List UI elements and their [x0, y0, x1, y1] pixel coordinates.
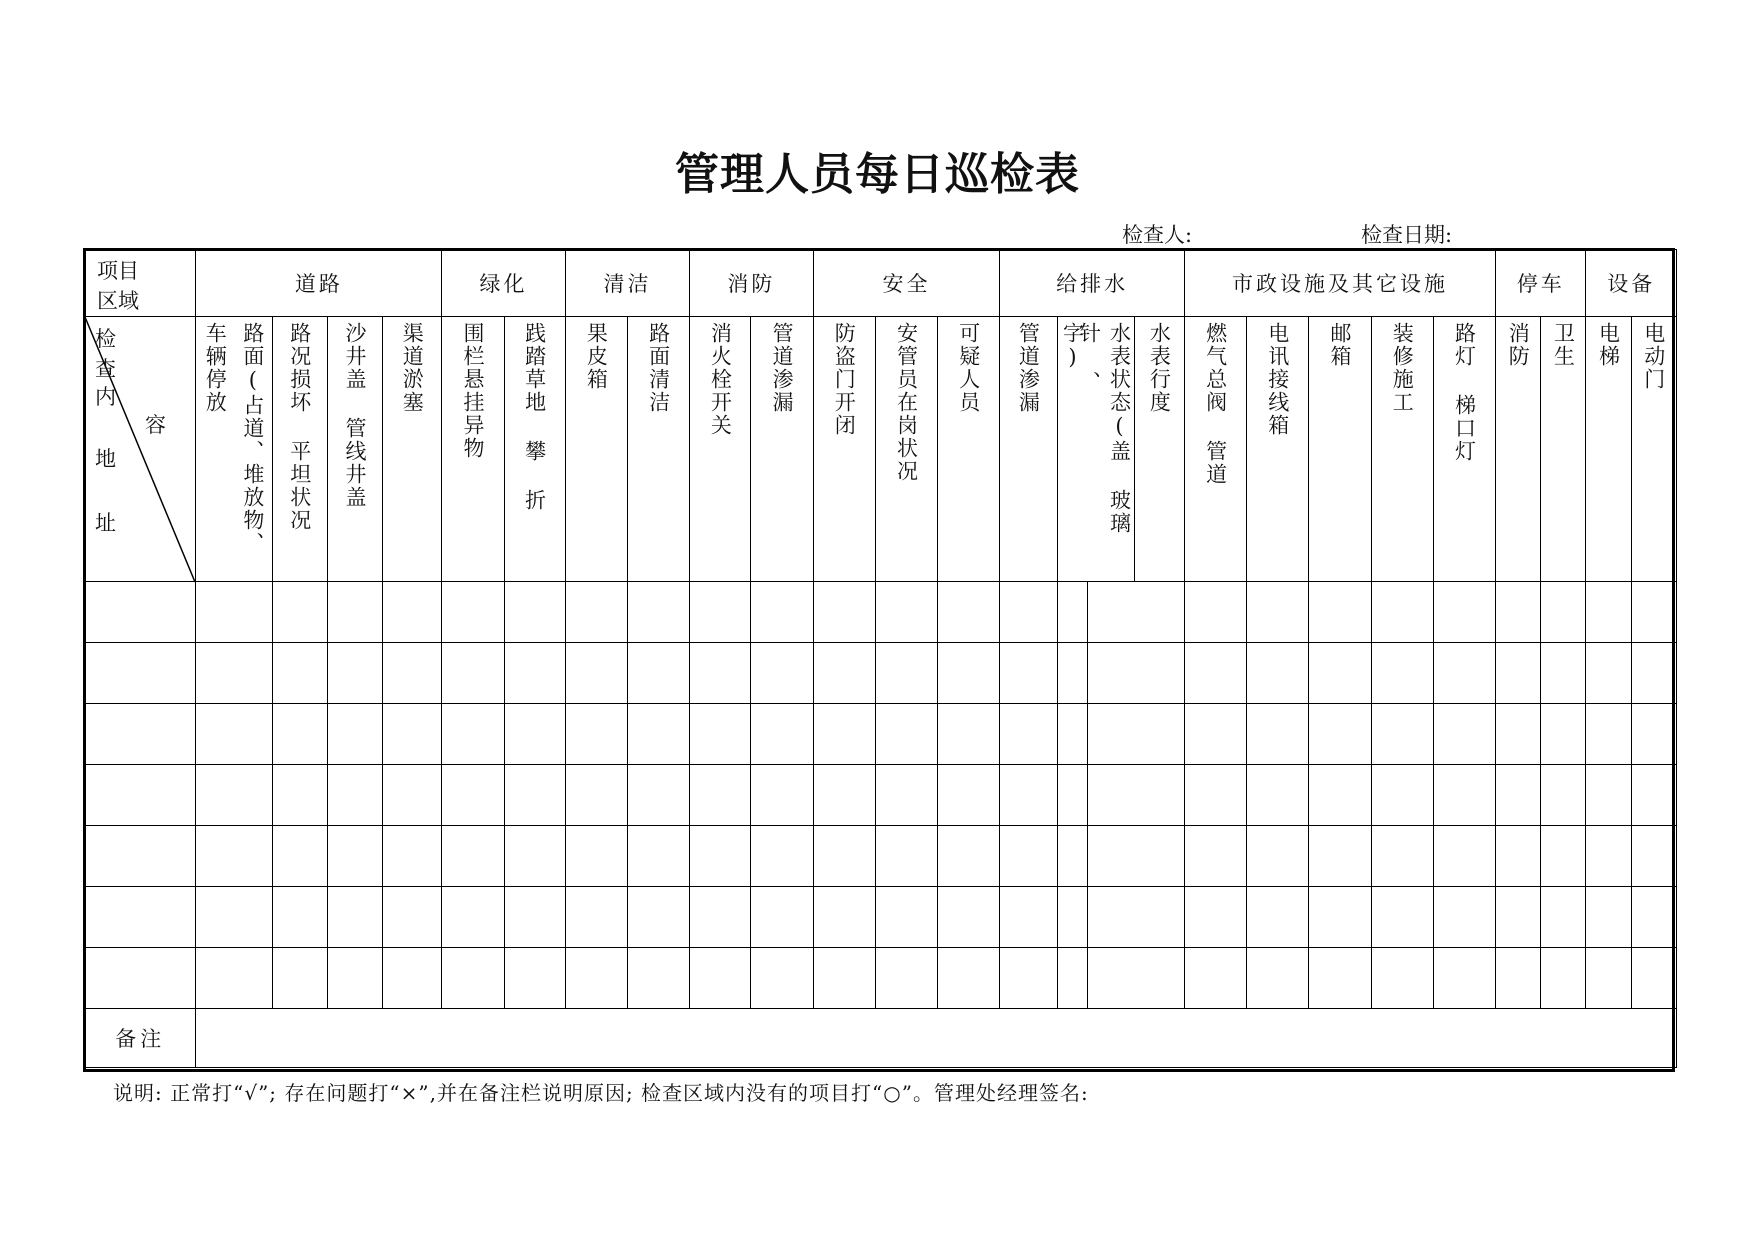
table-row	[85, 582, 1677, 643]
item-label: 电梯	[1596, 322, 1621, 368]
check-cell[interactable]	[1087, 704, 1184, 765]
check-cell[interactable]	[383, 826, 442, 887]
check-cell[interactable]	[442, 826, 504, 887]
check-cell[interactable]	[813, 826, 875, 887]
check-cell[interactable]	[565, 643, 627, 704]
check-cell[interactable]	[1371, 826, 1433, 887]
check-cell[interactable]	[1247, 887, 1309, 948]
check-cell[interactable]	[1057, 582, 1087, 643]
item-label: 践踏草地 攀 折	[522, 322, 547, 512]
check-cell[interactable]	[1000, 765, 1057, 826]
check-cell[interactable]	[196, 643, 272, 704]
check-cell[interactable]	[690, 643, 751, 704]
check-cell[interactable]	[813, 765, 875, 826]
check-cell[interactable]	[1087, 643, 1184, 704]
check-cell[interactable]	[1631, 826, 1676, 887]
check-cell[interactable]	[938, 582, 1000, 643]
item-equip-elevator	[1586, 317, 1631, 582]
check-cell[interactable]	[383, 582, 442, 643]
check-cell[interactable]	[1541, 643, 1586, 704]
check-cell[interactable]	[272, 704, 327, 765]
check-cell[interactable]	[1586, 643, 1631, 704]
check-cell[interactable]	[565, 765, 627, 826]
check-cell[interactable]	[813, 704, 875, 765]
check-cell[interactable]	[938, 887, 1000, 948]
item-label: 安管员在岗状况	[894, 322, 919, 483]
check-cell[interactable]	[196, 765, 272, 826]
item-label: 卫生	[1551, 322, 1576, 368]
corner-line-area: 区域	[97, 289, 139, 313]
check-cell[interactable]	[1309, 582, 1371, 643]
check-cell[interactable]	[1631, 887, 1676, 948]
check-cell[interactable]	[196, 948, 272, 1009]
item-label: 消火栓开关	[708, 322, 733, 437]
check-cell[interactable]	[1371, 704, 1433, 765]
check-cell[interactable]	[504, 948, 565, 1009]
check-cell[interactable]	[1309, 704, 1371, 765]
check-cell[interactable]	[1309, 643, 1371, 704]
item-label: 消防	[1506, 322, 1531, 368]
check-cell[interactable]	[1247, 765, 1309, 826]
item-equip-gate	[1631, 317, 1676, 582]
check-cell[interactable]	[383, 704, 442, 765]
check-cell[interactable]	[327, 887, 382, 948]
item-road-channel	[383, 317, 442, 582]
check-cell[interactable]	[627, 582, 689, 643]
check-cell[interactable]	[1057, 704, 1087, 765]
check-cell[interactable]	[196, 887, 272, 948]
check-cell[interactable]	[1541, 582, 1586, 643]
check-cell[interactable]	[751, 765, 813, 826]
item-label: 防盗门开闭	[832, 322, 857, 437]
item-label: 可疑人员	[956, 322, 981, 414]
item-water-meter-reading	[1134, 317, 1184, 582]
check-cell[interactable]	[1000, 948, 1057, 1009]
check-cell[interactable]	[813, 948, 875, 1009]
diagonal-nei: 内	[95, 385, 116, 409]
check-cell[interactable]	[442, 948, 504, 1009]
item-mun-renovation	[1371, 317, 1433, 582]
check-cell[interactable]	[565, 582, 627, 643]
check-cell[interactable]	[504, 704, 565, 765]
item-mun-gas	[1184, 317, 1246, 582]
diagonal-di: 地	[95, 447, 116, 471]
check-cell[interactable]	[751, 582, 813, 643]
check-cell[interactable]	[875, 948, 937, 1009]
check-cell[interactable]	[1586, 765, 1631, 826]
check-cell[interactable]	[1433, 704, 1495, 765]
check-cell[interactable]	[1631, 643, 1676, 704]
category-row	[85, 250, 1677, 317]
check-cell[interactable]	[690, 826, 751, 887]
check-cell[interactable]	[504, 765, 565, 826]
check-cell[interactable]	[442, 582, 504, 643]
item-label: 渠道淤塞	[400, 322, 425, 414]
diagonal-header-cell	[85, 317, 196, 582]
item-mun-mailbox	[1309, 317, 1371, 582]
item-clean-road	[627, 317, 689, 582]
check-cell[interactable]	[1433, 582, 1495, 643]
item-label: 邮箱	[1328, 322, 1353, 368]
check-cell[interactable]	[1433, 765, 1495, 826]
item-label: 路况损坏 平坦状况	[287, 322, 312, 532]
inspection-table	[84, 249, 1677, 1068]
check-cell[interactable]	[1541, 887, 1586, 948]
inspector-label: 检查人:	[1122, 223, 1193, 247]
item-label: 路灯 梯口灯	[1452, 322, 1477, 463]
item-label: 围栏悬挂异物	[460, 322, 485, 460]
address-cell[interactable]	[85, 643, 196, 704]
check-cell[interactable]	[383, 643, 442, 704]
item-label: 路面(占道、堆放物、	[240, 322, 265, 555]
check-cell[interactable]	[1087, 582, 1184, 643]
check-cell[interactable]	[1496, 887, 1541, 948]
diagonal-rong: 容	[145, 413, 166, 437]
check-cell[interactable]	[813, 582, 875, 643]
remark-row	[85, 1009, 1677, 1068]
check-cell[interactable]	[1184, 704, 1246, 765]
check-cell[interactable]	[1184, 887, 1246, 948]
check-cell[interactable]	[627, 704, 689, 765]
page-title: 管理人员每日巡检表	[675, 149, 1080, 200]
check-cell[interactable]	[751, 826, 813, 887]
item-road-condition	[272, 317, 327, 582]
check-cell[interactable]	[327, 948, 382, 1009]
check-cell[interactable]	[813, 643, 875, 704]
item-mun-telecom	[1247, 317, 1309, 582]
item-sec-door	[813, 317, 875, 582]
check-cell[interactable]	[938, 826, 1000, 887]
check-cell[interactable]	[875, 704, 937, 765]
item-water-pipe	[1000, 317, 1057, 582]
item-park-fire	[1496, 317, 1541, 582]
category-parking: 停车	[1496, 250, 1586, 317]
category-greening: 绿化	[442, 250, 565, 317]
check-cell[interactable]	[1433, 948, 1495, 1009]
check-cell[interactable]	[1057, 887, 1087, 948]
item-label: 字)	[1060, 322, 1085, 371]
check-cell[interactable]	[938, 948, 1000, 1009]
check-cell[interactable]	[272, 948, 327, 1009]
check-cell[interactable]	[875, 826, 937, 887]
check-cell[interactable]	[1184, 643, 1246, 704]
check-cell[interactable]	[327, 826, 382, 887]
check-cell[interactable]	[1631, 948, 1676, 1009]
remark-label: 备注	[85, 1009, 196, 1068]
item-fire-hydrant	[690, 317, 751, 582]
item-label: 车辆停放	[203, 322, 228, 414]
item-label: 管道渗漏	[1016, 322, 1041, 414]
category-security: 安全	[813, 250, 1000, 317]
item-clean-bin	[565, 317, 627, 582]
table-row	[85, 765, 1677, 826]
check-cell[interactable]	[875, 582, 937, 643]
check-cell[interactable]	[627, 826, 689, 887]
check-cell[interactable]	[442, 704, 504, 765]
corner-header	[85, 250, 196, 317]
check-cell[interactable]	[327, 582, 382, 643]
check-cell[interactable]	[1309, 765, 1371, 826]
check-cell[interactable]	[1541, 948, 1586, 1009]
check-cell[interactable]	[504, 643, 565, 704]
check-cell[interactable]	[1184, 826, 1246, 887]
check-cell[interactable]	[1184, 582, 1246, 643]
check-cell[interactable]	[1433, 826, 1495, 887]
check-cell[interactable]	[1433, 643, 1495, 704]
check-cell[interactable]	[1631, 704, 1676, 765]
check-cell[interactable]	[1247, 582, 1309, 643]
check-cell[interactable]	[196, 704, 272, 765]
check-cell[interactable]	[1000, 582, 1057, 643]
check-cell[interactable]	[1371, 582, 1433, 643]
check-cell[interactable]	[565, 704, 627, 765]
blank-rows	[85, 582, 1677, 1009]
check-cell[interactable]	[627, 765, 689, 826]
table-row	[85, 643, 1677, 704]
check-date-label: 检查日期:	[1361, 223, 1453, 247]
check-cell[interactable]	[1000, 704, 1057, 765]
item-label: 沙井盖 管线井盖	[342, 322, 367, 509]
check-cell[interactable]	[813, 887, 875, 948]
check-cell[interactable]	[1000, 643, 1057, 704]
check-cell[interactable]	[627, 948, 689, 1009]
check-cell[interactable]	[1000, 887, 1057, 948]
item-fire-pipe	[751, 317, 813, 582]
check-cell[interactable]	[1586, 948, 1631, 1009]
check-cell[interactable]	[1371, 948, 1433, 1009]
check-cell[interactable]	[1371, 765, 1433, 826]
check-cell[interactable]	[1541, 826, 1586, 887]
check-cell[interactable]	[1309, 948, 1371, 1009]
check-cell[interactable]	[1433, 887, 1495, 948]
item-label: 路面清洁	[646, 322, 671, 414]
check-cell[interactable]	[1496, 765, 1541, 826]
check-cell[interactable]	[1541, 704, 1586, 765]
item-water-meter-state	[1057, 317, 1134, 582]
check-cell[interactable]	[565, 887, 627, 948]
address-cell[interactable]	[85, 948, 196, 1009]
item-mun-lights	[1433, 317, 1495, 582]
check-cell[interactable]	[327, 765, 382, 826]
check-cell[interactable]	[327, 704, 382, 765]
item-label: 果皮箱	[584, 322, 609, 391]
table-row	[85, 704, 1677, 765]
check-cell[interactable]	[1309, 887, 1371, 948]
item-road-parking	[196, 317, 272, 582]
category-equipment: 设备	[1586, 250, 1677, 317]
category-water: 给排水	[1000, 250, 1185, 317]
check-cell[interactable]	[1496, 582, 1541, 643]
check-cell[interactable]	[442, 765, 504, 826]
item-sec-guard	[875, 317, 937, 582]
item-label: 燃气总阀 管道	[1203, 322, 1228, 486]
item-label: 管道渗漏	[770, 322, 795, 414]
item-road-manhole	[327, 317, 382, 582]
address-cell[interactable]	[85, 887, 196, 948]
table-row	[85, 948, 1677, 1009]
check-cell[interactable]	[272, 765, 327, 826]
category-cleaning: 清洁	[565, 250, 689, 317]
item-green-fence	[442, 317, 504, 582]
check-cell[interactable]	[1087, 765, 1184, 826]
check-cell[interactable]	[327, 643, 382, 704]
diagonal-zhi: 址	[95, 511, 116, 535]
item-row	[85, 317, 1677, 582]
check-cell[interactable]	[1247, 948, 1309, 1009]
check-cell[interactable]	[875, 765, 937, 826]
check-cell[interactable]	[565, 826, 627, 887]
check-cell[interactable]	[504, 887, 565, 948]
check-cell[interactable]	[875, 887, 937, 948]
check-cell[interactable]	[442, 643, 504, 704]
check-cell[interactable]	[1631, 765, 1676, 826]
category-municipal: 市政设施及其它设施	[1184, 250, 1495, 317]
check-cell[interactable]	[751, 948, 813, 1009]
check-cell[interactable]	[627, 643, 689, 704]
check-cell[interactable]	[1309, 826, 1371, 887]
check-cell[interactable]	[938, 765, 1000, 826]
check-cell[interactable]	[196, 582, 272, 643]
check-cell[interactable]	[1000, 826, 1057, 887]
check-cell[interactable]	[1371, 887, 1433, 948]
check-cell[interactable]	[1496, 704, 1541, 765]
address-cell[interactable]	[85, 704, 196, 765]
check-cell[interactable]	[690, 887, 751, 948]
check-cell[interactable]	[1496, 826, 1541, 887]
category-roads: 道路	[196, 250, 442, 317]
check-cell[interactable]	[751, 643, 813, 704]
check-cell[interactable]	[1057, 948, 1087, 1009]
check-cell[interactable]	[1586, 582, 1631, 643]
check-cell[interactable]	[1087, 948, 1184, 1009]
check-cell[interactable]	[1057, 643, 1087, 704]
check-cell[interactable]	[504, 826, 565, 887]
item-park-hygiene	[1541, 317, 1586, 582]
diagonal-jian: 检	[95, 327, 116, 351]
check-cell[interactable]	[1057, 765, 1087, 826]
category-fire: 消防	[690, 250, 813, 317]
item-label: 水表行度	[1147, 322, 1172, 414]
address-cell[interactable]	[85, 826, 196, 887]
check-cell[interactable]	[938, 643, 1000, 704]
check-cell[interactable]	[383, 887, 442, 948]
item-sec-suspect	[938, 317, 1000, 582]
check-cell[interactable]	[196, 826, 272, 887]
item-label: 装修施工	[1390, 322, 1415, 414]
check-cell[interactable]	[627, 887, 689, 948]
check-cell[interactable]	[690, 582, 751, 643]
table-row	[85, 826, 1677, 887]
check-cell[interactable]	[1184, 948, 1246, 1009]
remark-field[interactable]	[196, 1009, 1677, 1068]
check-cell[interactable]	[1087, 887, 1184, 948]
check-cell[interactable]	[442, 887, 504, 948]
check-cell[interactable]	[1247, 826, 1309, 887]
check-cell[interactable]	[383, 948, 442, 1009]
check-cell[interactable]	[1247, 643, 1309, 704]
check-cell[interactable]	[565, 948, 627, 1009]
check-cell[interactable]	[690, 704, 751, 765]
check-cell[interactable]	[1496, 643, 1541, 704]
check-cell[interactable]	[1541, 765, 1586, 826]
diagonal-cha: 查	[95, 357, 116, 381]
corner-line-item: 项目	[97, 259, 139, 283]
check-cell[interactable]	[272, 887, 327, 948]
check-cell[interactable]	[1586, 887, 1631, 948]
check-cell[interactable]	[938, 704, 1000, 765]
check-cell[interactable]	[1087, 826, 1184, 887]
address-cell[interactable]	[85, 765, 196, 826]
instruction-note: 说明: 正常打“√”; 存在问题打“×”,并在备注栏说明原因; 检查区域内没有的项目打“○”。管理处经理签名:	[113, 1081, 1089, 1105]
check-cell[interactable]	[690, 765, 751, 826]
check-cell[interactable]	[751, 887, 813, 948]
check-cell[interactable]	[1371, 643, 1433, 704]
check-cell[interactable]	[1247, 704, 1309, 765]
address-cell[interactable]	[85, 582, 196, 643]
check-cell[interactable]	[875, 643, 937, 704]
check-cell[interactable]	[1184, 765, 1246, 826]
check-cell[interactable]	[1631, 582, 1676, 643]
check-cell[interactable]	[1057, 826, 1087, 887]
check-cell[interactable]	[1586, 704, 1631, 765]
item-label: 电讯接线箱	[1265, 322, 1290, 437]
check-cell[interactable]	[272, 643, 327, 704]
check-cell[interactable]	[751, 704, 813, 765]
item-label: 电动门	[1641, 322, 1666, 391]
item-green-lawn	[504, 317, 565, 582]
check-cell[interactable]	[1586, 826, 1631, 887]
table-row	[85, 887, 1677, 948]
check-cell[interactable]	[690, 948, 751, 1009]
check-cell[interactable]	[504, 582, 565, 643]
check-cell[interactable]	[383, 765, 442, 826]
check-cell[interactable]	[1496, 948, 1541, 1009]
item-label: 水表状态(盖 玻璃 针 、	[1077, 322, 1132, 535]
check-cell[interactable]	[272, 582, 327, 643]
check-cell[interactable]	[272, 826, 327, 887]
